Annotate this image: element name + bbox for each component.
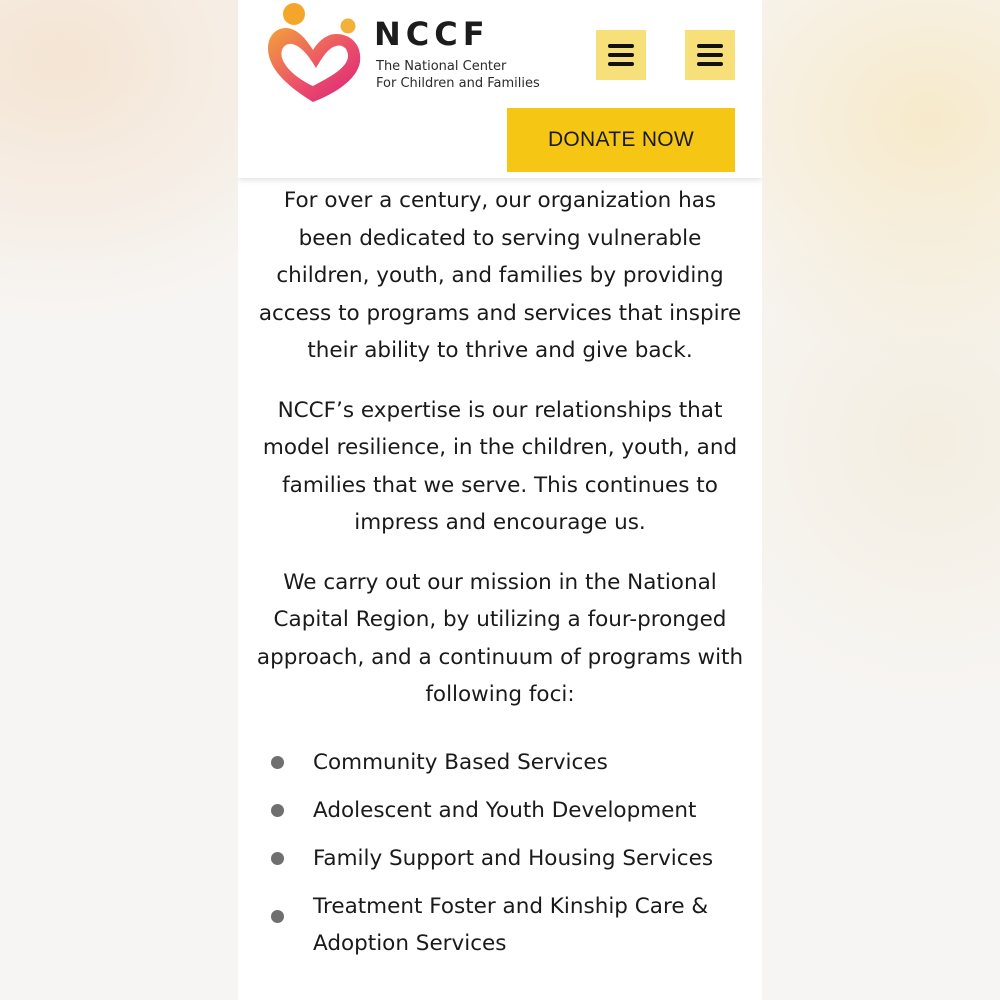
bullet-icon	[271, 910, 284, 923]
site-header	[238, 0, 762, 178]
list-item-label: Community Based Services	[313, 749, 608, 775]
logo-tagline	[376, 58, 540, 92]
bullet-icon	[271, 852, 284, 865]
intro-paragraph: For over a century, our organization has been dedicated to serving vulnerable children, youth, and families by providing access to programs and services that inspire their ability to thrive and give back.	[258, 188, 742, 363]
list-item-label: Treatment Foster and Kinship Care & Adoption Services	[313, 893, 709, 956]
menu-button-secondary[interactable]	[685, 30, 735, 80]
foci-list	[238, 744, 762, 962]
site-logo[interactable]	[264, 0, 564, 110]
list-item-label: Family Support and Housing Services	[313, 845, 714, 871]
list-item-label: Adolescent and Youth Development	[313, 797, 697, 823]
expertise-paragraph: NCCF’s expertise is our relationships that model resilience, in the children, youth, and families that we serve. This continues to impress and encourage us.	[262, 397, 738, 535]
donate-now-button[interactable]: DONATE NOW	[507, 108, 735, 172]
hamburger-menu-icon-bar	[608, 62, 634, 66]
main-content	[238, 182, 762, 965]
list-item	[238, 840, 743, 877]
mission-paragraph: We carry out our mission in the National Capital Region, by utilizing a four-pronged approach, and a continuum of programs with following foci:	[256, 569, 744, 707]
bullet-icon	[271, 756, 284, 769]
list-item	[238, 744, 743, 781]
hamburger-menu-icon	[608, 44, 634, 48]
hamburger-menu-icon-bar	[697, 53, 723, 57]
logo-tagline-line2: For Children and Families	[376, 76, 540, 91]
logo-wordmark: NCCF	[374, 15, 490, 53]
hamburger-menu-icon-bar	[608, 53, 634, 57]
heart-family-logo-icon	[264, 0, 366, 110]
mobile-page	[238, 0, 762, 1000]
logo-tagline-line1: The National Center	[376, 59, 507, 74]
bullet-icon	[271, 804, 284, 817]
menu-button-primary[interactable]	[596, 30, 646, 80]
list-item	[238, 888, 743, 962]
hamburger-menu-icon-bar	[697, 62, 723, 66]
hamburger-menu-icon	[697, 44, 723, 48]
list-item	[238, 792, 743, 829]
